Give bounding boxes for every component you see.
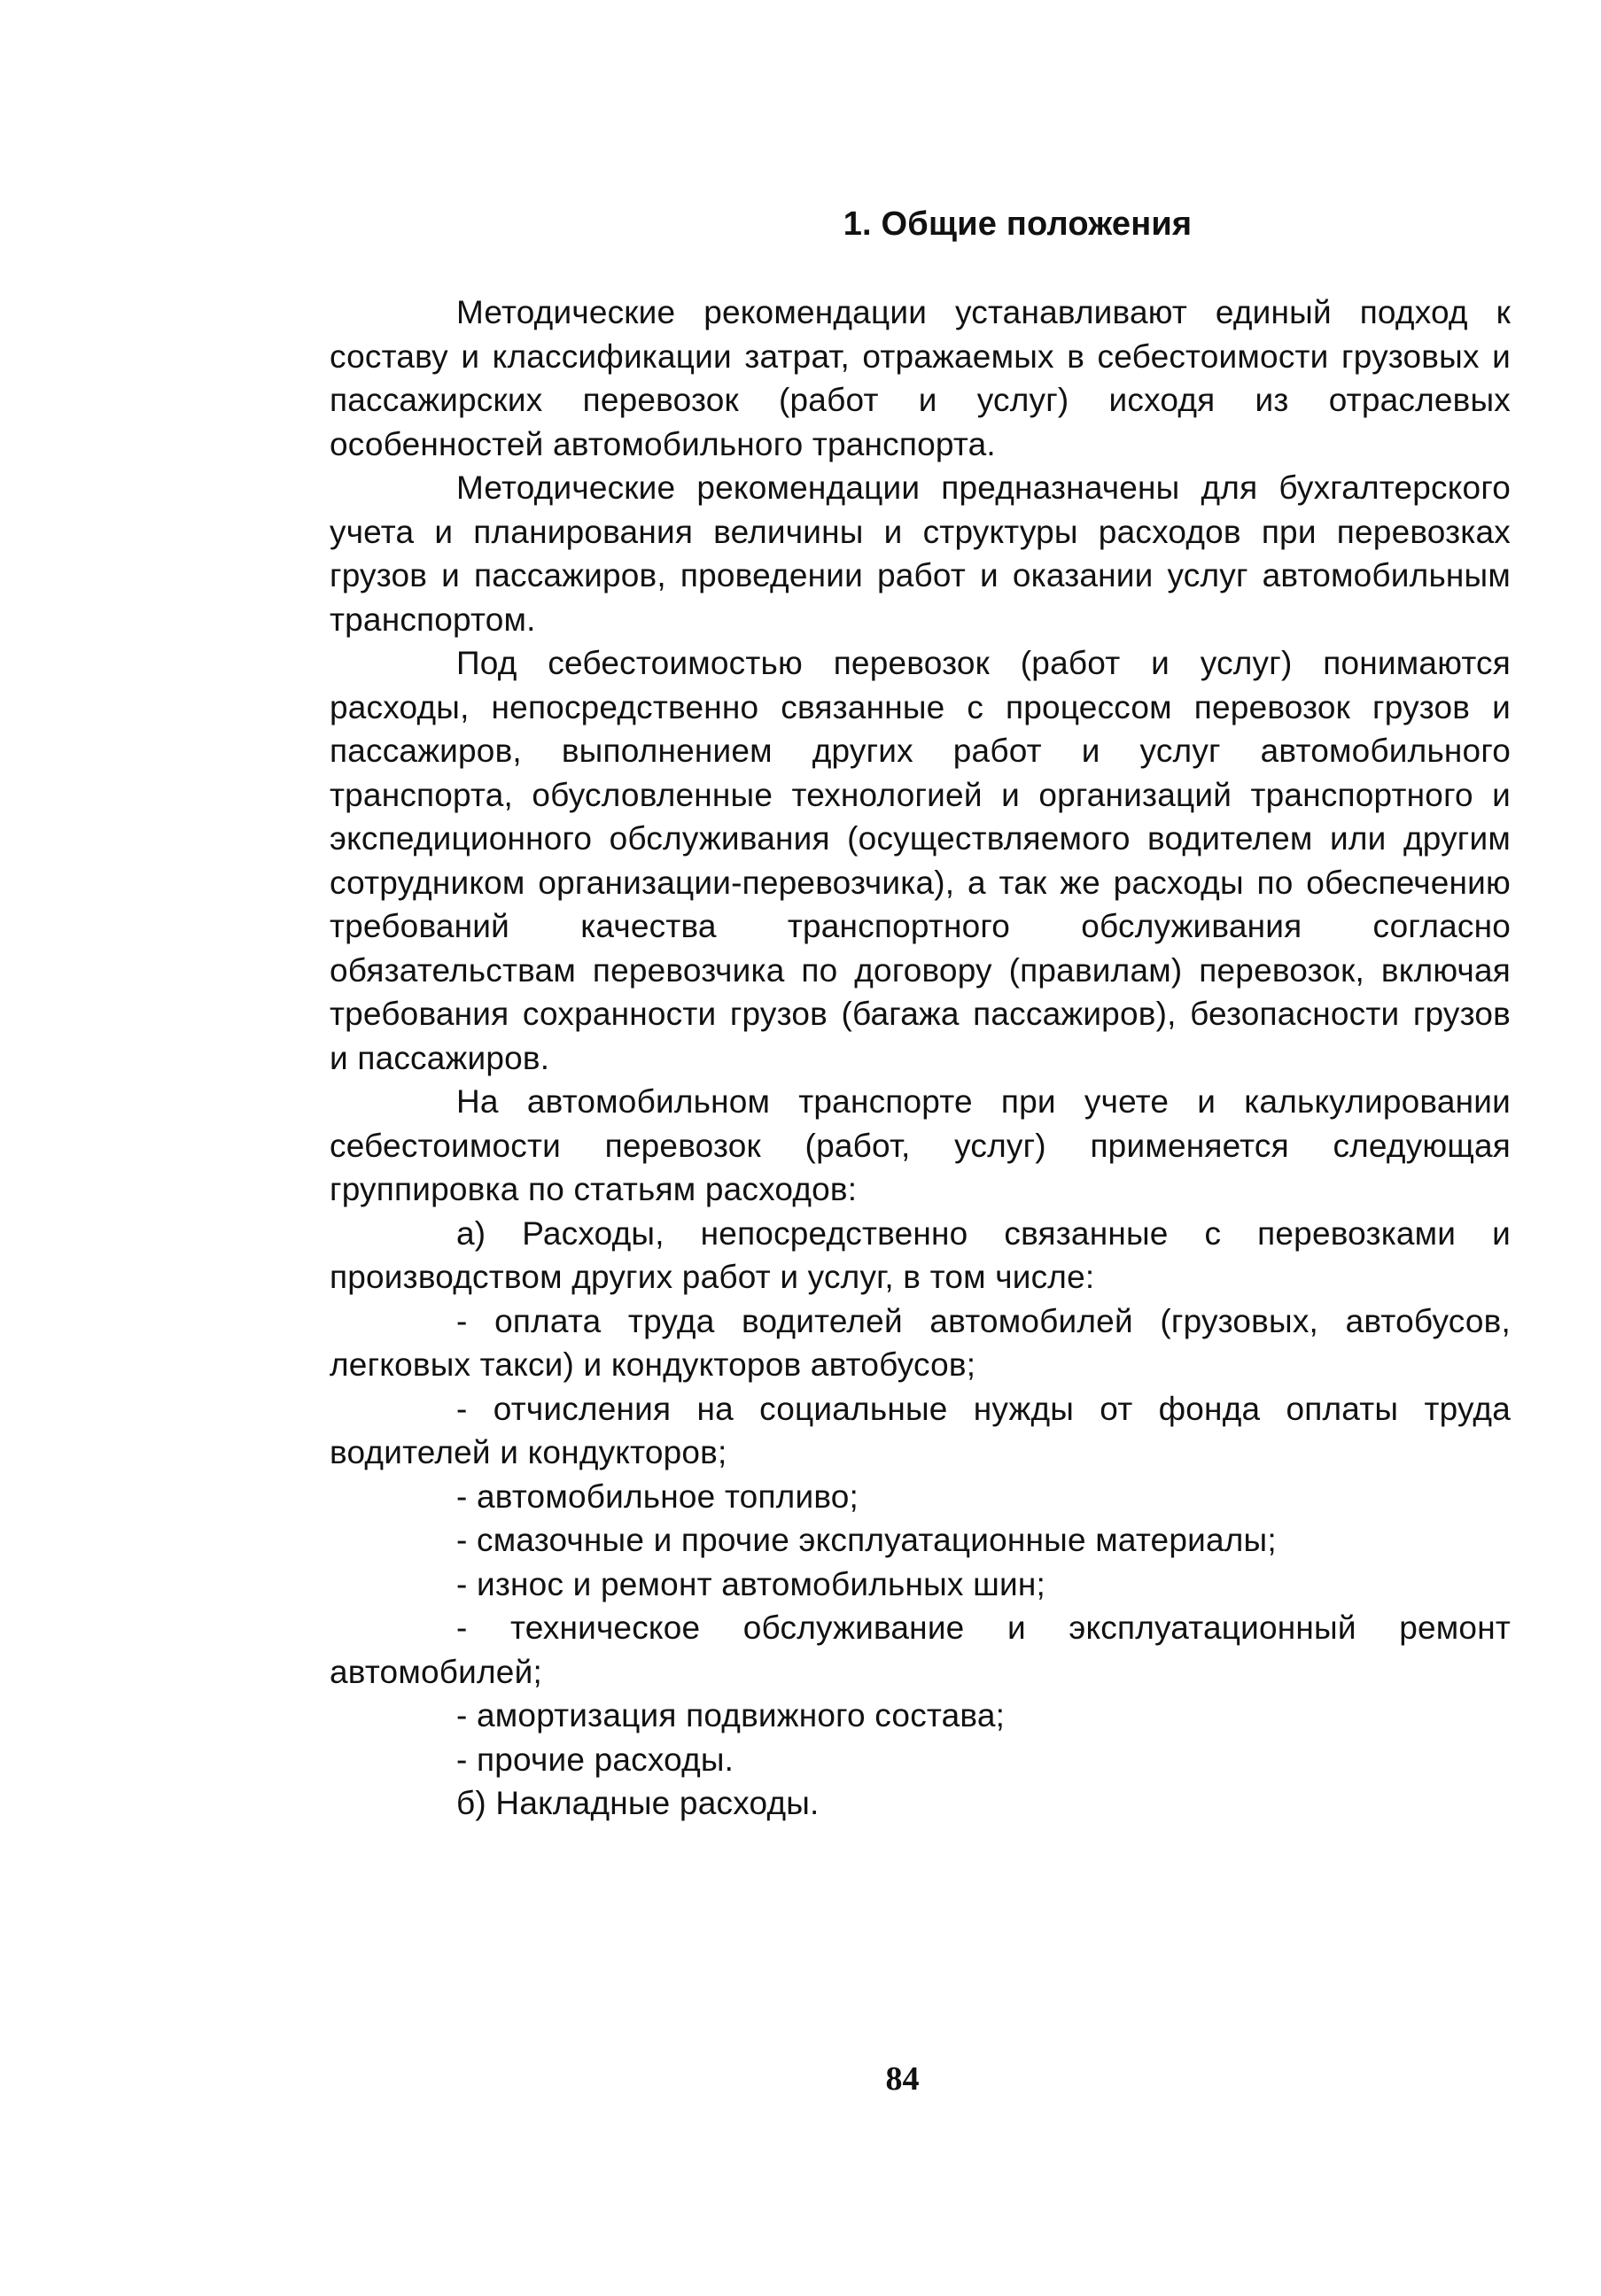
list-item-5: - износ и ремонт автомобильных шин; bbox=[456, 1565, 1045, 1602]
section-heading: 1. Общие положения bbox=[843, 206, 1193, 243]
paragraph-3: Под себестоимостью перевозок (работ и услуг) понимаются расходы, непосредственно связанные с процессом перевозок грузов и пассажиров, выполнением других работ и услуг автомобильного транспорта, обусловленные технологией и организаций транспортного и экспедиционного обслуживания (осуществляемого водителем или другим сотрудником организации-перевозчика), а так же расходы по обеспечению требований качества транспортного обслуживания согласно обязательствам перевозчика по договору (правилам) перевозок, включая требования сохранности грузов (багажа пассажиров), безопасности грузов и пассажиров. bbox=[330, 645, 1511, 1076]
page-number: 84 bbox=[885, 2060, 920, 2098]
list-item-8: - прочие расходы. bbox=[456, 1741, 734, 1778]
list-item-6: - техническое обслуживание и эксплуатационный ремонт автомобилей; bbox=[330, 1610, 1511, 1690]
list-item-4: - смазочные и прочие эксплуатационные материалы; bbox=[456, 1522, 1277, 1558]
paragraph-1: Методические рекомендации устанавливают единый подход к составу и классификации затрат, отражаемых в себестоимости грузовых и пассажирских перевозок (работ и услуг) исходя из отраслевых особенностей автомобильного транспорта. bbox=[330, 294, 1511, 462]
list-item-2: - отчисления на социальные нужды от фонда оплаты труда водителей и кондукторов; bbox=[330, 1390, 1511, 1470]
page-content bbox=[330, 202, 1511, 1826]
paragraph-4: На автомобильном транспорте при учете и калькулировании себестоимости перевозок (работ, услуг) применяется следующая группировка по статьям расходов: bbox=[330, 1083, 1511, 1207]
list-item-1: - оплата труда водителей автомобилей (грузовых, автобусов, легковых такси) и кондукторов автобусов; bbox=[330, 1302, 1511, 1383]
list-item-3: - автомобильное топливо; bbox=[456, 1478, 859, 1515]
closing-item: б) Накладные расходы. bbox=[456, 1785, 820, 1821]
paragraph-5: а) Расходы, непосредственно связанные с перевозками и производством других работ и услуг, в том числе: bbox=[330, 1214, 1511, 1295]
paragraph-2: Методические рекомендации предназначены для бухгалтерского учета и планирования величины и структуры расходов при перевозках грузов и пассажиров, проведении работ и оказании услуг автомобильным транспортом. bbox=[330, 469, 1511, 638]
list-item-7: - амортизация подвижного состава; bbox=[456, 1697, 1006, 1734]
